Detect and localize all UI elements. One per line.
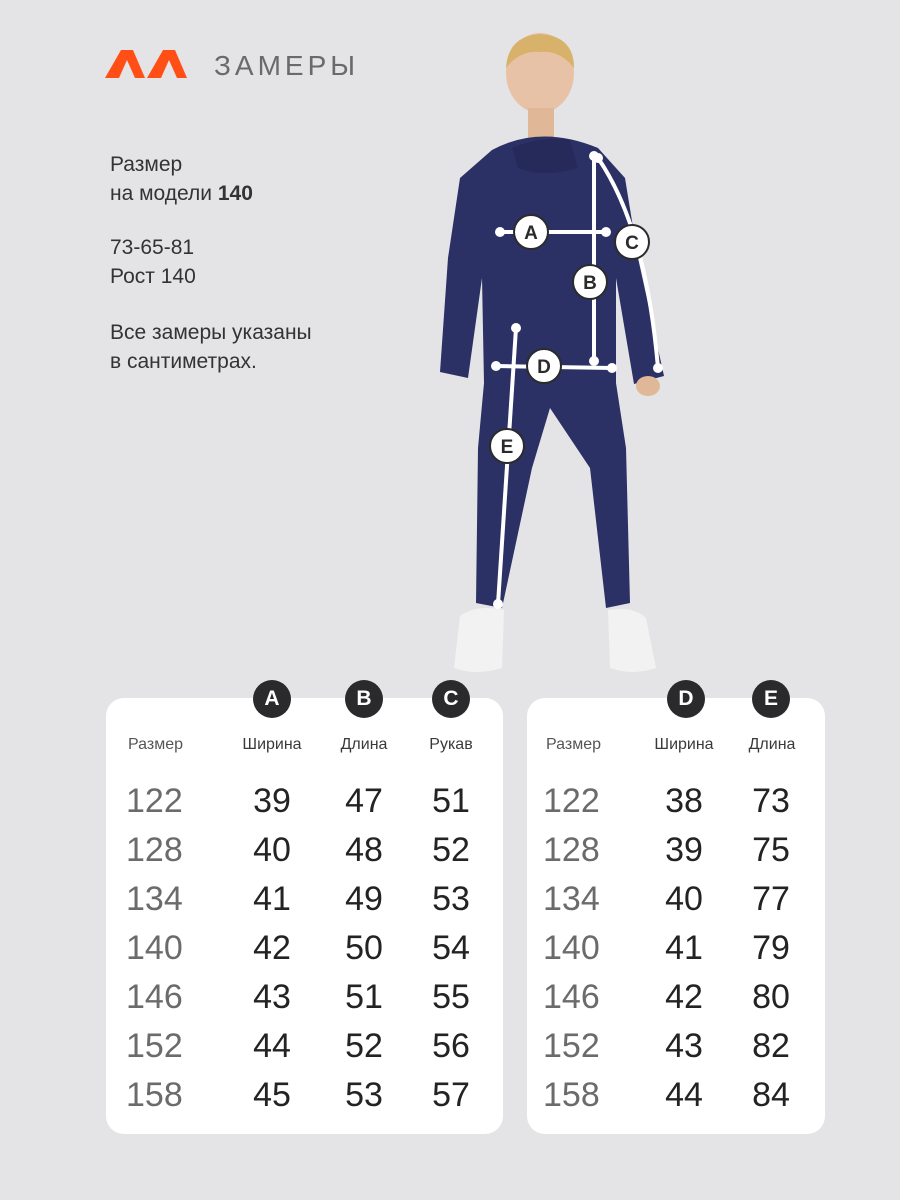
bottom-table-cell: 44	[665, 1076, 703, 1114]
top-header-length: Длина	[340, 736, 388, 753]
bottom-table-cell: 77	[752, 880, 790, 918]
top-table-cell: 140	[126, 929, 183, 967]
top-table-cell: 57	[432, 1076, 470, 1114]
top-table-cell: 49	[345, 880, 383, 918]
top-table-cell: 47	[345, 782, 383, 820]
page-title: ЗАМЕРЫ	[214, 50, 360, 81]
bottom-table-cell: 41	[665, 929, 703, 967]
model-params-info	[110, 233, 196, 291]
bottom-table-cell: 128	[543, 831, 600, 869]
marker-e	[490, 429, 524, 463]
badge-a: A	[253, 680, 291, 718]
marker-e-label: E	[500, 437, 514, 458]
top-table-cell: 152	[126, 1027, 183, 1065]
top-table-cell: 41	[253, 880, 291, 918]
marker-b	[573, 265, 607, 299]
model-params: 73-65-81	[110, 236, 195, 259]
top-header-size: Размер	[128, 736, 183, 753]
bottom-table-cell: 39	[665, 831, 703, 869]
bottom-table-cell: 43	[665, 1027, 703, 1065]
badge-c: C	[432, 680, 470, 718]
marker-c	[615, 225, 649, 259]
bottom-table-cell: 80	[752, 978, 790, 1016]
model-figure	[420, 28, 700, 688]
bottom-header-width: Ширина	[654, 736, 714, 753]
top-table-cell: 45	[253, 1076, 291, 1114]
top-table-cell: 43	[253, 978, 291, 1016]
model-size-line	[110, 179, 253, 208]
top-table-cell: 40	[253, 831, 291, 869]
top-table-cell: 50	[345, 929, 383, 967]
model-size-info	[110, 150, 253, 208]
top-table-cell: 48	[345, 831, 383, 869]
top-table-cell: 53	[345, 1076, 383, 1114]
model-size-prefix: на модели	[110, 182, 212, 205]
bottom-table-cell: 79	[752, 929, 790, 967]
top-table-cell: 39	[253, 782, 291, 820]
top-table-cell: 55	[432, 978, 470, 1016]
marker-a-label: A	[524, 223, 538, 244]
top-table-cell: 134	[126, 880, 183, 918]
units-note	[110, 318, 312, 376]
bottom-table-cell: 146	[543, 978, 600, 1016]
top-table-cell: 122	[126, 782, 183, 820]
top-table-cell: 128	[126, 831, 183, 869]
top-table-cell: 54	[432, 929, 470, 967]
bottom-table-cell: 134	[543, 880, 600, 918]
top-table-cell: 44	[253, 1027, 291, 1065]
top-table-cell: 52	[345, 1027, 383, 1065]
brand-logo	[105, 48, 187, 80]
bottom-table-cell: 42	[665, 978, 703, 1016]
bottom-header-length: Длина	[748, 736, 796, 753]
badge-e: E	[752, 680, 790, 718]
bottom-table-cell: 40	[665, 880, 703, 918]
bottom-table-cell: 140	[543, 929, 600, 967]
bottom-table-cell: 158	[543, 1076, 600, 1114]
bottom-header-size: Размер	[546, 736, 601, 753]
units-note-line1: Все замеры указаны	[110, 321, 312, 344]
units-note-line2: в сантиметрах.	[110, 350, 257, 373]
badge-b: B	[345, 680, 383, 718]
top-table-cell: 56	[432, 1027, 470, 1065]
marker-c-label: C	[625, 233, 639, 254]
marker-d	[527, 349, 561, 383]
top-table-cell: 51	[432, 782, 470, 820]
top-table-cell: 51	[345, 978, 383, 1016]
badge-d: D	[667, 680, 705, 718]
marker-d-label: D	[537, 357, 551, 378]
top-header-sleeve: Рукав	[429, 736, 473, 753]
model-height: Рост 140	[110, 265, 196, 288]
marker-b-label: B	[583, 273, 597, 294]
bottom-table-cell: 84	[752, 1076, 790, 1114]
top-table-cell: 52	[432, 831, 470, 869]
model-illustration	[420, 28, 700, 688]
top-table-cell: 53	[432, 880, 470, 918]
top-table-cell: 146	[126, 978, 183, 1016]
bottom-table-cell: 152	[543, 1027, 600, 1065]
bottom-table-cell: 38	[665, 782, 703, 820]
top-header-width: Ширина	[242, 736, 302, 753]
model-size-label: Размер	[110, 153, 183, 176]
bottom-table-cell: 75	[752, 831, 790, 869]
marker-a	[514, 215, 548, 249]
bottom-table-cell: 73	[752, 782, 790, 820]
bottom-table-cell: 122	[543, 782, 600, 820]
bottom-table-cell: 82	[752, 1027, 790, 1065]
top-table-cell: 42	[253, 929, 291, 967]
top-table-cell: 158	[126, 1076, 183, 1114]
brand-logo-icon	[105, 48, 187, 80]
model-size-value: 140	[217, 182, 253, 205]
